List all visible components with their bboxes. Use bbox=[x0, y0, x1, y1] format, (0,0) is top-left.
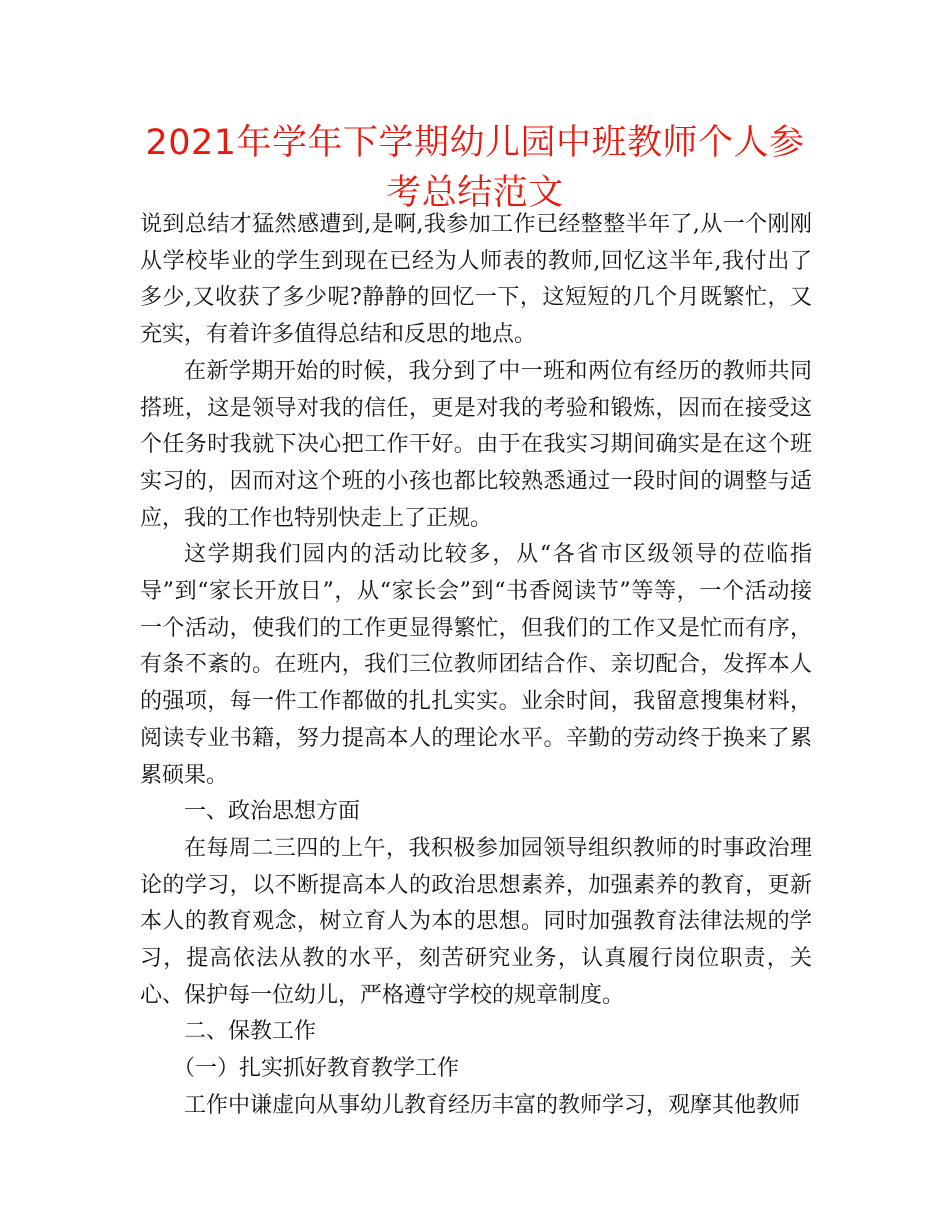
paragraph-activities: 这学期我们园内的活动比较多，从“各省市区级领导的莅临指导”到“家长开放日”，从“家长会”到“书香阅读节”等等，一个活动接一个活动，使我们的工作更显得繁忙，但我们的工作又是忙而有序，有条不紊的。在班内，我们三位教师团结合作、亲切配合，发挥本人的强项，每一件工作都做的扎扎实实。业余时间，我留意搜集材料，阅读专业书籍，努力提高本人的理论水平。辛勤的劳动终于换来了累累硕果。 bbox=[140, 542, 812, 788]
section-heading-politics: 一、政治思想方面 bbox=[184, 799, 361, 825]
document-body bbox=[140, 207, 812, 1125]
document-title: 2021年学年下学期幼儿园中班教师个人参考总结范文 bbox=[145, 123, 805, 213]
paragraph-new-semester: 在新学期开始的时候，我分到了中一班和两位有经历的教师共同搭班，这是领导对我的信任，更是对我的考验和锻炼，因而在接受这个任务时我就下决心把工作干好。由于在我实习期间确实是在这个班实习的，因而对这个班的小孩也都比较熟悉通过一段时间的调整与适应，我的工作也特别快走上了正规。 bbox=[140, 358, 812, 531]
paragraph-politics: 在每周二三四的上午，我积极参加园领导组织教师的时事政治理论的学习，以不断提高本人的政治思想素养，加强素养的教育，更新本人的教育观念，树立育人为本的思想。同时加强教育法律法规的学习，提高依法从教的水平，刻苦研究业务，认真履行岗位职责，关心、保护每一位幼儿，严格遵守学校的规章制度。 bbox=[140, 835, 812, 1008]
subsection-heading-teaching-work: （一）扎实抓好教育教学工作 bbox=[173, 1056, 460, 1082]
section-heading-teaching: 二、保教工作 bbox=[184, 1019, 317, 1045]
paragraph-intro: 说到总结才猛然感遭到,是啊,我参加工作已经整整半年了,从一个刚刚从学校毕业的学生到现在已经为人师表的教师,回忆这半年,我付出了多少,又收获了多少呢?静静的回忆一下，这短短的几个月既繁忙，又充实，有着许多值得总结和反思的地点。 bbox=[140, 212, 812, 348]
paragraph-teaching-work: 工作中谦虚向从事幼儿教育经历丰富的教师学习，观摩其他教师 bbox=[184, 1092, 801, 1118]
